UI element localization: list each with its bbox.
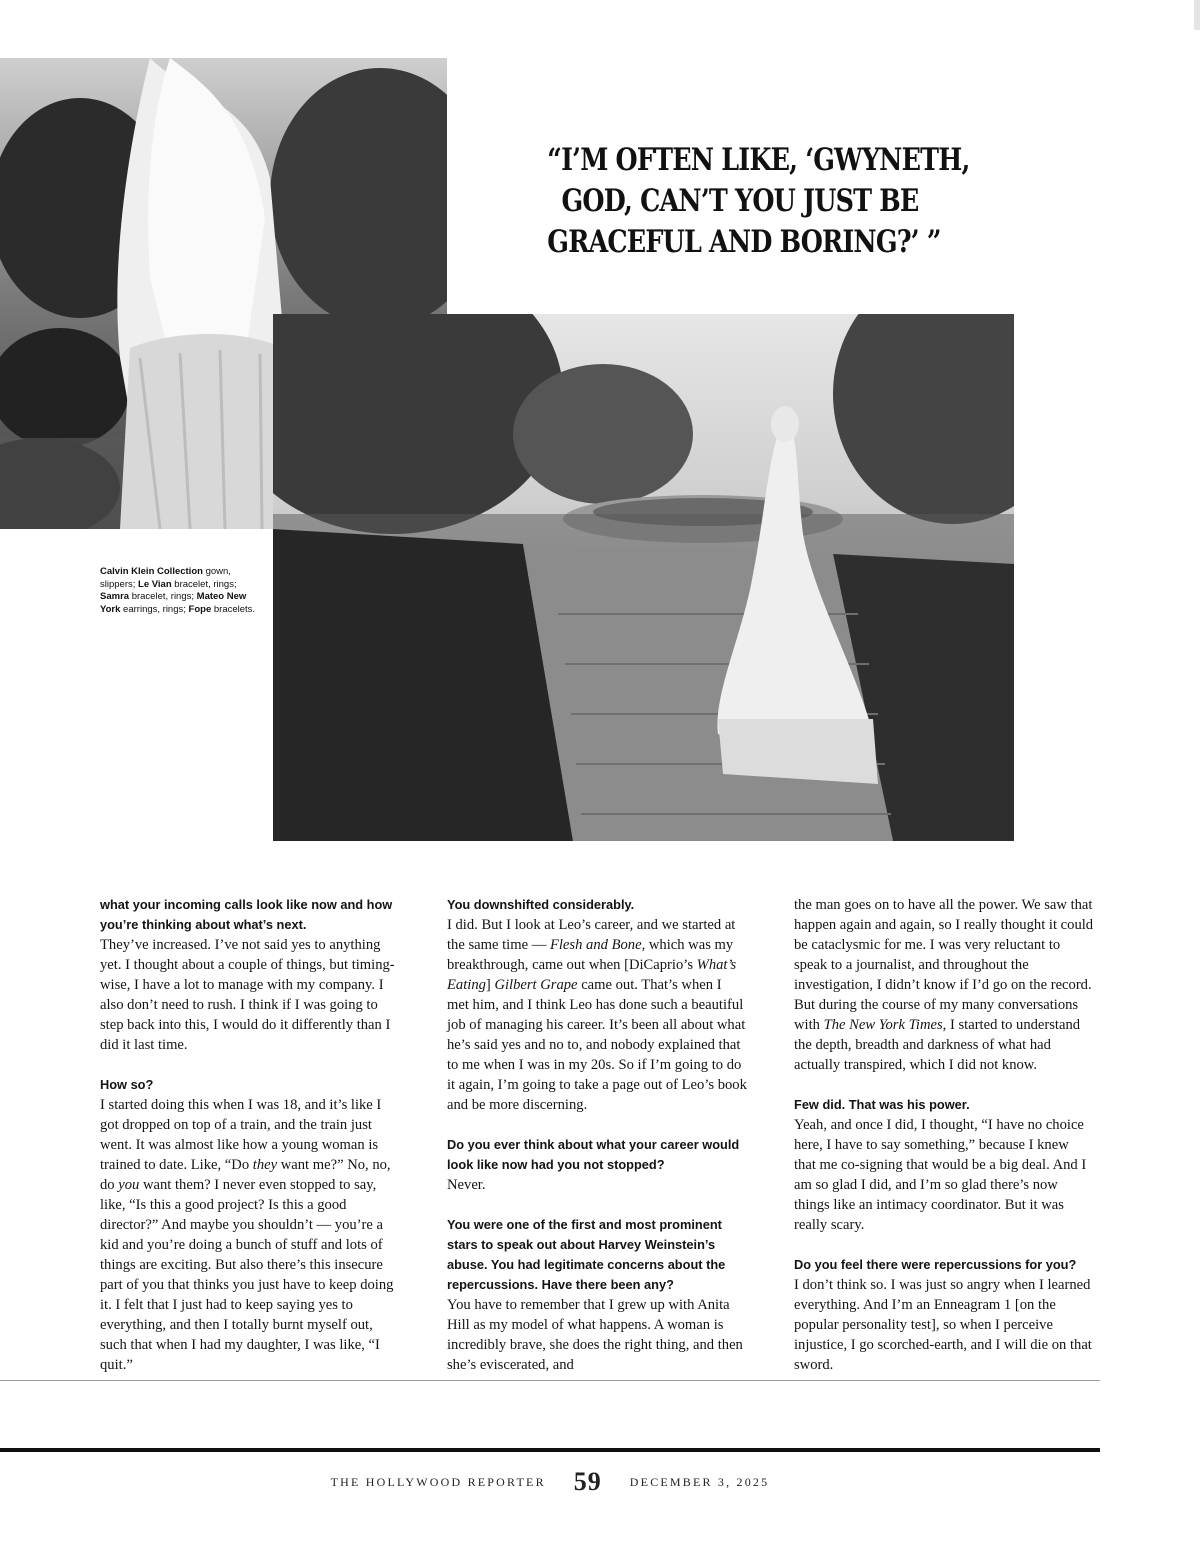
photo-caption bbox=[100, 566, 260, 616]
interview-question: Do you feel there were repercussions for you? bbox=[794, 1257, 1077, 1272]
interview-answer: I don’t think so. I was just so angry when I learned everything. And I’m an Enneagram 1 [on the popular personality test], so when I perceive injustice, I go scorched-earth, and I will die on that sword. bbox=[794, 1277, 1092, 1373]
issue-date: DECEMBER 3, 2025 bbox=[629, 1474, 770, 1489]
text-column-3 bbox=[794, 895, 1094, 1375]
caption-text: gown, slippers; bbox=[100, 566, 231, 590]
publication-name: THE HOLLYWOOD REPORTER bbox=[330, 1474, 546, 1489]
page-number: 59 bbox=[573, 1467, 602, 1496]
interview-question: How so? bbox=[100, 1077, 154, 1092]
caption-brand: Mateo New York bbox=[100, 591, 247, 615]
interview-question: Few did. That was his power. bbox=[794, 1097, 970, 1112]
interview-question: what your incoming calls look like now and how you’re thinking about what’s next. bbox=[100, 897, 393, 932]
interview-question: You were one of the first and most prominent stars to speak out about Harvey Weinstein’s abuse. You had legitimate concerns about the repercussions. Have there been any? bbox=[447, 1217, 726, 1292]
footer-rule bbox=[0, 1448, 1100, 1452]
interview-answer: You have to remember that I grew up with Anita Hill as my model of what happens. A woman is incredibly brave, she does the right thing, and then she’s eviscerated, and bbox=[447, 1297, 743, 1373]
caption-text: earrings, rings; bbox=[120, 603, 189, 615]
interview-question: You downshifted considerably. bbox=[447, 897, 635, 912]
garden-photo bbox=[273, 314, 1014, 841]
caption-brand: Samra bbox=[100, 591, 130, 602]
pull-quote-line: GRACEFUL AND BORING?’ ” bbox=[547, 224, 941, 260]
pull-quote-line: GOD, CAN’T YOU JUST BE bbox=[561, 183, 919, 219]
interview-answer: They’ve increased. I’ve not said yes to anything yet. I thought about a couple of things, but timing-wise, I have a lot to manage with my company. I also don’t need to rush. I think if I was going to step back into this, I would do it differently than I did it last time. bbox=[100, 937, 395, 1053]
interview-question: Do you ever think about what your career would look like now had you not stopped? bbox=[447, 1137, 740, 1172]
text-column-1 bbox=[100, 895, 400, 1375]
pull-quote-line: “I’M OFTEN LIKE, ‘GWYNETH, bbox=[547, 142, 970, 178]
page-edge bbox=[1194, 0, 1200, 30]
interview-answer: I did. But I look at Leo’s career, and we started at the same time — Flesh and Bone, which was my breakthrough, came out when [DiCaprio’s What’s Eating] Gilbert Grape came out. That’s when I met him, and I think Leo has done such a beautiful job of managing his career. It’s been all about what he’s said yes and no to, and nobody explained that to me when I was in my 20s. So if I’m going to do it again, I’m going to take a page out of Leo’s book and be more discerning. bbox=[447, 917, 747, 1113]
caption-brand: Calvin Klein Collection bbox=[100, 566, 203, 577]
interview-answer: Yeah, and once I did, I thought, “I have no choice here, I have to say something,” because I knew that me co-signing that would be a big deal. And I am so glad I did, and I’m so glad there’s now things like an intimacy coordinator. But it was really scary. bbox=[794, 1117, 1087, 1233]
divider bbox=[0, 1380, 1100, 1381]
caption-brand: Le Vian bbox=[138, 578, 172, 590]
interview-answer: the man goes on to have all the power. We saw that happen again and again, so I really thought it could be cataclysmic for me. I was very reluctant to speak to a journalist, and throughout the investigation, I didn’t know if I’d go on the record. But during the course of my many conversations with The New York Times, I started to understand the depth, breadth and darkness of what had actually transpired, which I did not know. bbox=[794, 897, 1094, 1073]
interview-answer: I started doing this when I was 18, and it’s like I got dropped on top of a train, and the train just went. It was almost like how a young woman is trained to date. Like, “Do they want me?” No, no, do you want them? I never even stopped to say, like, “Is this a good project? Is this a good director?” And maybe you shouldn’t — you’re a kid and you’re doing a bunch of stuff and lots of things are exciting. But also there’s this insecure part of you that thinks you just have to keep doing it. I felt that I just had to keep saying yes to everything, and then I totally burnt myself out, such that when I had my daughter, I was like, “I quit.” bbox=[100, 1097, 394, 1373]
caption-text: bracelets. bbox=[211, 603, 256, 615]
page-footer bbox=[0, 1462, 1100, 1502]
interview-answer: Never. bbox=[447, 1177, 486, 1193]
caption-text: bracelet, rings; bbox=[129, 591, 197, 602]
caption-brand: Fope bbox=[188, 603, 212, 615]
caption-text: bracelet, rings; bbox=[171, 578, 237, 590]
text-column-2 bbox=[447, 895, 747, 1375]
pull-quote bbox=[547, 140, 970, 263]
